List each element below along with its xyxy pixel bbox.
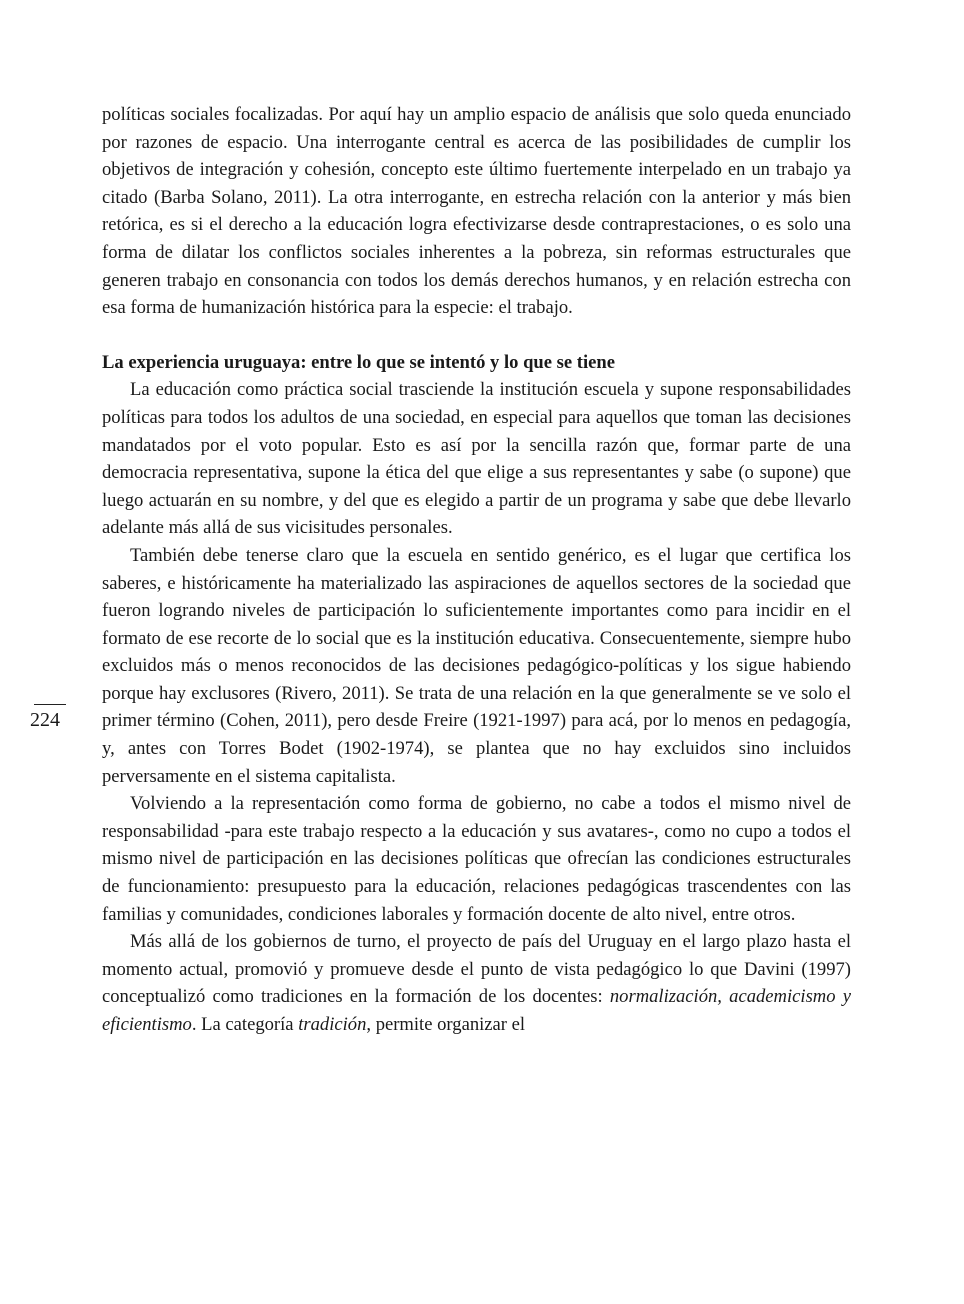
page-number-rule bbox=[34, 704, 66, 705]
paragraph-4-italic-terms: normalización, academicismo y eficientismo bbox=[102, 986, 851, 1035]
paragraph-2: También debe tenerse claro que la escuela en sentido genérico, es el lugar que certifica los saberes, e históricamente ha materializado las aspiraciones de aquellos sectores de la sociedad que fueron logrando niveles de participación lo suficientemente importantes como para incidir en el formato de ese recorte de lo social que es la institución educativa. Consecuentemente, siempre hubo excluidos más o menos reconocidos de las decisiones pedagógico-políticas y los sigue habiendo porque hay exclusores (Rivero, 2011). Se trata de una relación en la que generalmente se ve solo el primer término (Cohen, 2011), pero desde Freire (1921-1997) para acá, por lo menos en pedagogía, y, antes con Torres Bodet (1902-1974), se plantea que no hay excluidos sino incluidos perversamente en el sistema capitalista. bbox=[102, 544, 851, 787]
paragraph-4-middle: . La categoría bbox=[191, 1014, 299, 1035]
paragraph-4-tail: , permite organizar el bbox=[366, 1014, 526, 1035]
paragraph-1: La educación como práctica social trasciende la institución escuela y supone responsabilidades políticas para todos los adultos de una sociedad, en especial para aquellos que toman las decisiones mandatados por el voto popular. Esto es así por la sencilla razón que, formar parte de una democracia representativa, supone la ética del que elige a sus representantes y sabe (o supone) que luego actuarán en su nombre, y del que es elegido a partir de un programa y sabe que debe llevarlo adelante más allá de sus vicisitudes personales. bbox=[102, 379, 851, 539]
paragraph-3: Volviendo a la representación como forma de gobierno, no cabe a todos el mismo nivel de responsabilidad -para este trabajo respecto a la educación y sus avatares-, como no cupo a todos el mismo nivel de participación en las decisiones políticas que ofrecían las condiciones estructurales de funcionamiento: presupuesto para la educación, relaciones pedagógicas trascendentes con las familias y comunidades, condiciones laborales y formación docente de alto nivel, entre otros. bbox=[102, 793, 851, 925]
section-heading: La experiencia uruguaya: entre lo que se intentó y lo que se tiene bbox=[102, 351, 616, 373]
intro-paragraph: políticas sociales focalizadas. Por aquí hay un amplio espacio de análisis que solo queda enunciado por razones de espacio. Una interrogante central es acerca de las posibilidades de cumplir los objetivos de integración y cohesión, concepto este último fuertemente interpelado en un trabajo ya citado (Barba Solano, 2011). La otra interrogante, en estrecha relación con la anterior y más bien retórica, es si el derecho a la educación logra efectivizarse desde contraprestaciones, o es solo una forma de dilatar los conflictos sociales inherentes a la pobreza, sin reformas estructurales que generen trabajo en consonancia con todos los demás derechos humanos, y en relación estrecha con esa forma de humanización histórica para la especie: el trabajo. bbox=[102, 104, 851, 319]
paragraph-4-lead: Más allá de los gobiernos de turno, el proyecto de país del Uruguay en el largo plazo hasta el momento actual, promovió y promueve desde el punto de vista pedagógico lo que Davini (1997) conceptualizó como tradiciones en la formación de los docentes: bbox=[102, 931, 851, 1008]
paragraph-4-italic-category: tradición bbox=[298, 1014, 367, 1035]
body-text bbox=[102, 101, 851, 1039]
page-number: 224 bbox=[30, 709, 60, 731]
paragraph-4 bbox=[102, 928, 851, 1038]
